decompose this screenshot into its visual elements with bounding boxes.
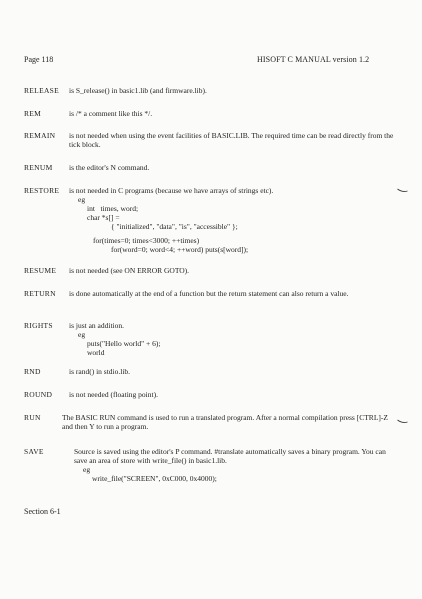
term-rights: RIGHTS: [24, 321, 53, 330]
desc-run: The BASIC RUN command is used to run a translated program. After a normal compilation press [CTRL]-Z and then Y to run a program.: [62, 413, 388, 431]
rights-code-line: eg: [78, 330, 86, 339]
desc-return: is done automatically at the end of a function but the return statement can also return a value.: [69, 289, 349, 298]
term-resume: RESUME: [24, 266, 57, 275]
restore-code-line: char *s[] =: [87, 213, 120, 222]
desc-resume: is not needed (see ON ERROR GOTO).: [69, 266, 190, 275]
section-footer: Section 6-1: [24, 507, 61, 516]
desc-round: is not needed (floating point).: [69, 390, 158, 399]
desc-rights: is just an addition.: [69, 321, 124, 330]
term-rem: REM: [24, 109, 42, 118]
margin-mark-icon: [397, 419, 408, 424]
restore-block: [69, 186, 398, 254]
restore-code-line: for(word=0; word<4; ++word) puts(s[word]);: [111, 245, 249, 254]
restore-code-line: { "initialized", "data", "is", "accessible" };: [111, 222, 238, 231]
rights-block: [69, 321, 398, 357]
page-number: Page 118: [24, 55, 54, 64]
save-code-line: write_file("SCREEN", 0xC000, 0x4000);: [92, 474, 217, 483]
restore-code-line: for(times=0; times<3000; ++times): [93, 236, 200, 245]
term-return: RETURN: [24, 289, 56, 298]
restore-code-line: eg: [78, 195, 86, 204]
term-round: ROUND: [24, 390, 53, 399]
term-run: RUN: [24, 413, 41, 422]
desc-remain: is not needed when using the event facilities of BASIC.LIB. The required time can be read directly from the tick block.: [69, 131, 394, 149]
term-remain: REMAIN: [24, 131, 56, 140]
save-code-line: eg: [83, 465, 91, 474]
term-release: RELEASE: [24, 86, 60, 95]
rights-code-line: puts("Hello world" + 6);: [87, 339, 161, 348]
desc-save: Source is saved using the editor's P command. #translate automatically saves a binary program. You can save an area of store with write_file() in basic1.lib.: [74, 447, 386, 465]
term-restore: RESTORE: [24, 186, 60, 195]
save-block: [74, 447, 398, 483]
term-save: SAVE: [24, 447, 44, 456]
rights-code-line: world: [87, 348, 105, 357]
desc-renum: is the editor's N command.: [69, 163, 150, 172]
restore-code-line: int times, word;: [87, 204, 139, 213]
desc-rem: is /* a comment like this */.: [69, 109, 153, 118]
manual-title: HISOFT C MANUAL version 1.2: [257, 55, 370, 64]
term-rnd: RND: [24, 367, 41, 376]
desc-rnd: is rand() in stdio.lib.: [69, 367, 131, 376]
term-renum: RENUM: [24, 163, 53, 172]
desc-release: is S_release() in basic1.lib (and firmware.lib).: [69, 86, 207, 95]
margin-mark-icon: [397, 188, 408, 193]
desc-restore: is not needed in C programs (because we have arrays of strings etc).: [69, 186, 274, 195]
